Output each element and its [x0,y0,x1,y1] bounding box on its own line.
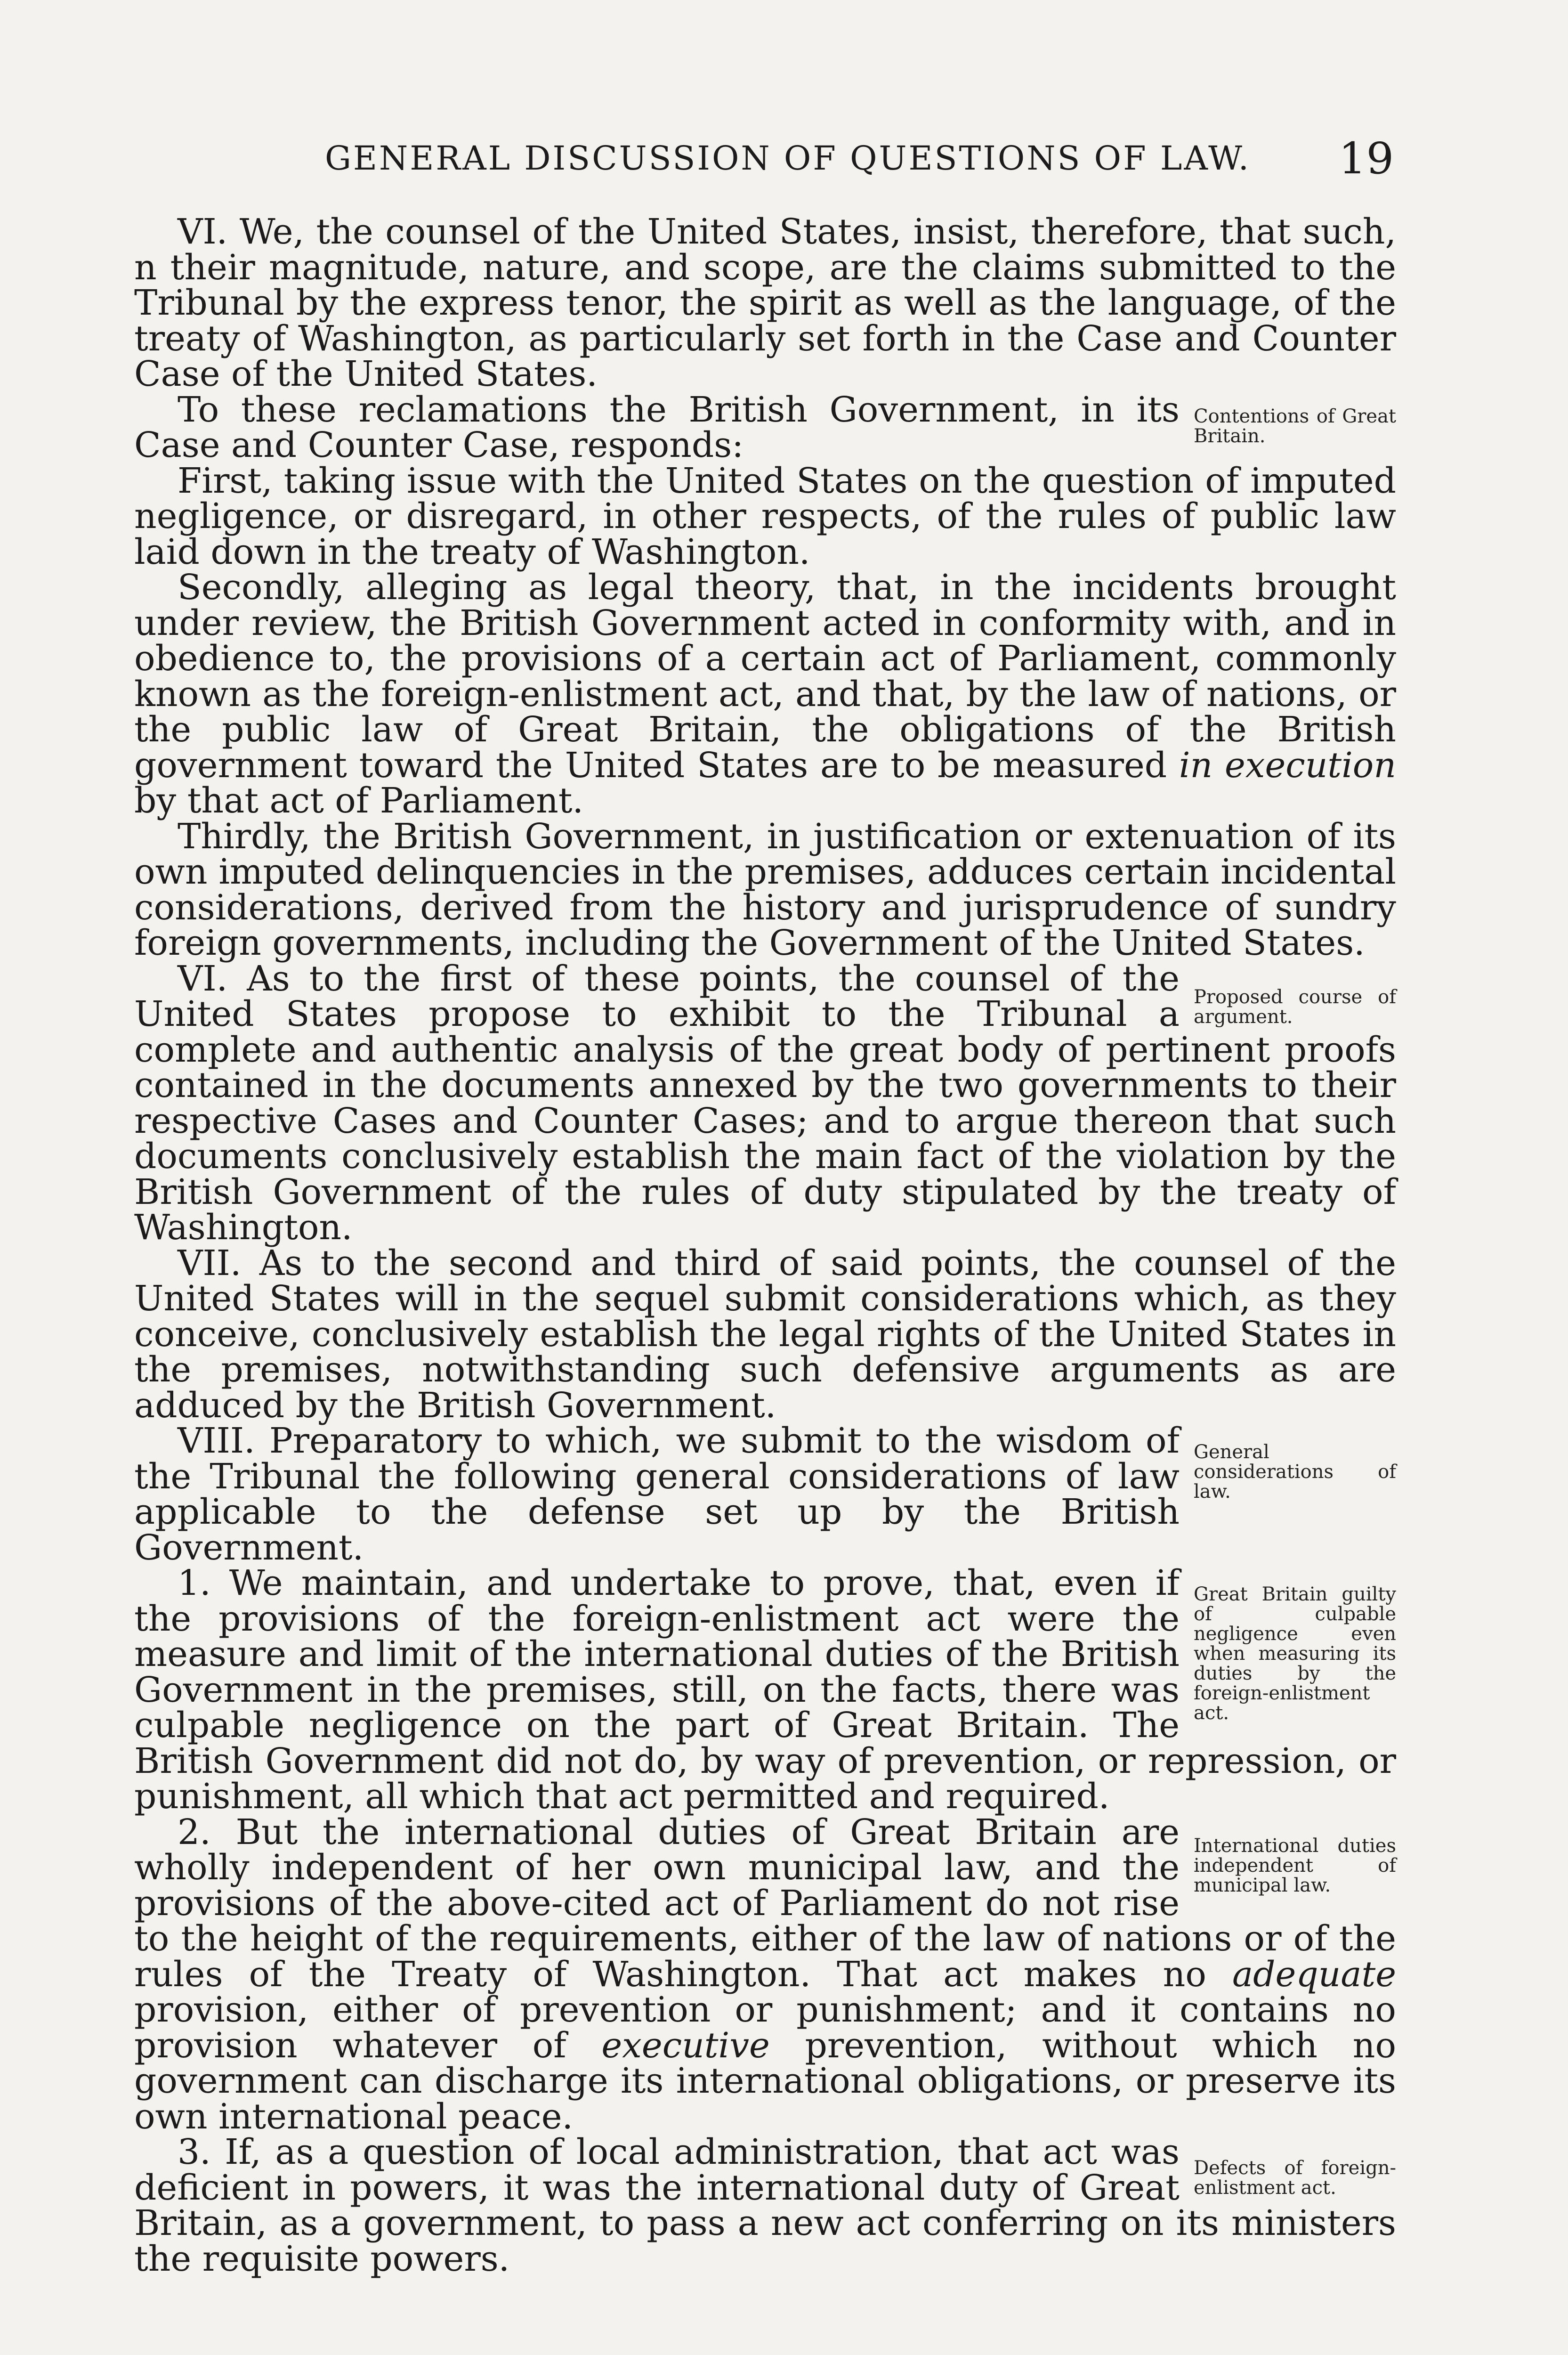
margin-note-defects: Defects of foreign-enlistment act. [1194,2157,1396,2199]
emphasized-text: adequate [1232,1954,1396,1995]
margin-note-guilty: Great Britain guilty of culpable negligence even when measuring its duties by the foreign-enlistment act. [1194,1584,1396,1724]
running-title: GENERAL DISCUSSION OF QUESTIONS OF LAW. [325,139,1251,178]
paragraph-reclamations [134,389,1396,465]
emphasized-text: executive [601,2025,770,2066]
paragraph-vi-claims [134,211,1396,394]
text-segment: VIII. Preparatory to which, we submit to the wisdom of the Tribunal the following general considerations of law applicable to the defense set up by the British Government. [134,1421,1180,1568]
margin-note-general-considerations: General considerations of law. [1194,1441,1396,1502]
page-header [122,133,1394,195]
margin-note-proposed-course: Proposed course of argument. [1194,986,1396,1028]
margin-note-contentions: Contentions of Great Britain. [1194,405,1396,447]
text-segment: VI. We, the counsel of the United States, insist, therefore, that such, n their magnitude, nature, and scope, are the claims submitted to the Tribunal by the express tenor, the spirit as well as the language, of the treaty of Washington, as particularly set forth in the Case and Counter Case of the United States. [134,211,1396,394]
text-segment: 1. We maintain, and undertake to prove, that, even if the provisions of the foreign-enlistment act were the measure and limit of the international duties of the British Government in the premises, still, on the facts, there was culpable negligence on the part of Great Britain. The British Government did not do, by way of prevention, or repression, or punishment, all which that act permitted and required. [134,1563,1396,1817]
text-segment: by that act of Parliament. [134,780,584,821]
text-segment: 2. But the international duties of Great Britain are wholly independent of her own municipal law, and the provisions of the above-cited act of Parliament do not rise to the height of the requirements, either of the law of nations or of the rules of the Treaty of Washington. That act makes no [134,1811,1396,1995]
paragraph-1 [134,1563,1396,1817]
paragraph-secondly [134,567,1396,821]
paragraph-text [134,2132,1396,2279]
paragraph-vi-first-point [134,958,1396,1248]
text-segment: 3. If, as a question of local administration, that act was deficient in powers, it was the international duty of Great Britain, as a government, to pass a new act conferring on its ministers the requisite powers. [134,2132,1396,2279]
paragraph-3 [134,2132,1396,2279]
text-segment: provision, either of prevention or punishment; and it contains no provision whatever of [134,1990,1396,2066]
body-text [134,211,1396,2279]
paragraph-thirdly [134,816,1396,963]
text-segment: VII. As to the second and third of said points, the counsel of the United States will in the sequel submit considerations which, as they conceive, conclusively establish the legal rights of the United States in the premises, notwithstanding such defensive arguments as are adduced by the British Government. [134,1242,1396,1426]
emphasized-text: in execution [1179,745,1396,786]
paragraph-text [134,1421,1180,1568]
text-segment: Secondly, alleging as legal theory, that, in the incidents brought under review, the British Government acted in conformity with, and in obedience to, the provisions of a certain act of Parliament, commonly known as the foreign-enlistment act, and that, by the law of nations, or the public law of Great Britain, the obligations of the British government toward the United States are to be measured [134,567,1396,786]
text-segment: To these reclamations the British Government, in its Case and Counter Case, responds: [134,389,1180,465]
text-segment: prevention, without which no government can discharge its international obligations, or preserve its own international peace. [134,2025,1396,2137]
paragraph-2 [134,1811,1396,2137]
text-segment: Thirdly, the British Government, in justification or extenuation of its own imputed delinquencies in the premises, adduces certain incidental considerations, derived from the history and jurisprudence of sundry foreign governments, including the Government of the United States. [134,816,1396,963]
margin-note-international-duties: International duties independent of municipal law. [1194,1835,1396,1896]
paragraph-text [134,390,1180,466]
paragraph-viii [134,1423,1396,1566]
text-segment: VI. As to the first of these points, the counsel of the United States propose to exhibit to the Tribunal a complete and authentic analysis of the great body of pertinent proofs contained in the documents annexed by the two governments to their respective Cases and Counter Cases; and to argue thereon that such documents conclusively establish the main fact of the violation by the British Government of the rules of duty stipulated by the treaty of Washington. [134,958,1396,1248]
text-segment: First, taking issue with the United States on the question of imputed negligence, or disregard, in other respects, of the rules of public law laid down in the treaty of Washington. [134,460,1396,572]
paragraph-vii [134,1242,1396,1426]
paragraph-first [134,460,1396,572]
page-number: 19 [1338,133,1394,184]
